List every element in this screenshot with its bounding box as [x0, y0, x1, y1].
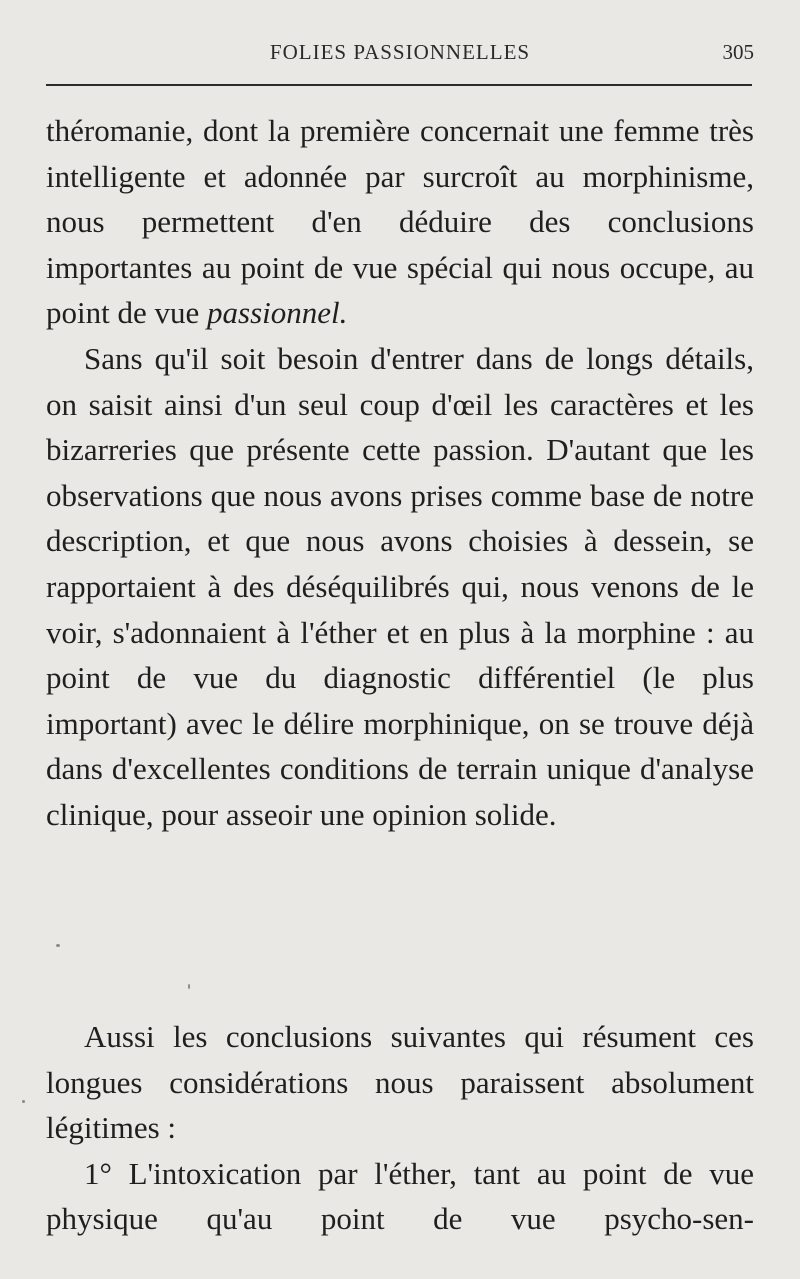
- italic-word-passionnel: passionnel.: [207, 295, 348, 331]
- paragraph-aussi: Aussi les conclusions suivantes qui résument ces longues considérations nous paraissent absolument légitimes :: [46, 1019, 754, 1146]
- paragraph-numbered-1: 1° L'intoxication par l'éther, tant au point de vue physique qu'au point de vue psycho-sen-: [46, 1155, 754, 1237]
- page-number: 305: [722, 40, 754, 64]
- text-block-lower: [46, 1014, 754, 1242]
- paragraph-continued: [46, 108, 754, 336]
- text-block-upper: [46, 108, 754, 838]
- print-speck: [56, 944, 60, 947]
- paragraph-sans-qu-il: Sans qu'il soit besoin d'entrer dans de longs détails, on saisit ainsi d'un seul coup d'œil les caractères et les bizarreries que présente cette passion. D'autant que les observations que nous avons prises comme base de notre description, et que nous avons choisies à dessein, se rapportaient à des déséquilibrés qui, nous venons de le voir, s'adonnaient à l'éther et en plus à la morphine : au point de vue du diagnostic différentiel (le plus important) avec le délire morphinique, on se trouve déjà dans d'excellentes conditions de terrain unique d'analyse clinique, pour asseoir une opinion solide.: [46, 340, 754, 832]
- paragraph-continued-text: théromanie, dont la première concernait une femme très intelligente et adonnée par surcroît au morphinisme, nous permettent d'en déduire des conclusions importantes au point de vue spécial qui nous occupe, au point de vue: [46, 113, 754, 331]
- running-head-title: FOLIES PASSIONNELLES: [269, 40, 531, 64]
- print-speck: [188, 984, 190, 989]
- print-speck: [22, 1100, 25, 1103]
- header-rule: [46, 84, 752, 86]
- running-head: [46, 36, 754, 68]
